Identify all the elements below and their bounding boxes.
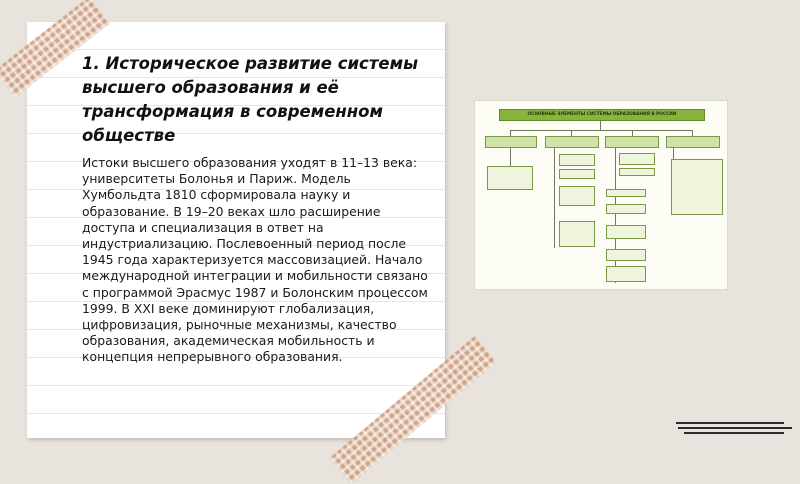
diagram-item-box [619, 153, 655, 165]
diagram-connector [510, 148, 511, 166]
diagram-connector [615, 148, 616, 283]
slide-title: 1. Историческое развитие системы высшего образования и её трансформация в современном обществе [82, 54, 419, 145]
diagram-item-box [606, 225, 646, 239]
diagram-item-box [559, 169, 595, 179]
diagram-item-box [606, 249, 646, 261]
diagram-item-box [671, 159, 723, 215]
diagram-category-box [605, 136, 659, 148]
decorative-line [676, 422, 784, 424]
diagram-connector [510, 130, 692, 131]
decorative-lines [676, 422, 792, 436]
diagram-category-box [666, 136, 720, 148]
diagram-item-box [606, 204, 646, 214]
decorative-line [678, 427, 792, 429]
diagram-connector [600, 120, 601, 130]
diagram-item-box [487, 166, 533, 190]
diagram-item-box [619, 168, 655, 176]
diagram-connector [554, 148, 555, 248]
slide-body-text: Истоки высшего образования уходят в 11–13 века: университеты Болонья и Париж. Модель Хумбольдта 1810 сформировала науку и образование. В 19–20 веках шло расширение доступа и специализация в ответ на индустриализацию. Послевоенный период после 1945 года характеризуется массовизацией. Начало международной интеграции и мобильности связано с программой Эрасмус 1987 и Болонским процессом 1999. В XXI веке доминируют глобализация, цифровизация, рыночные механизмы, качество образования, академическая мобильность и концепция непрерывного образования. [82, 155, 428, 365]
diagram-heading: ОСНОВНЫЕ ЭЛЕМЕНТЫ СИСТЕМЫ ОБРАЗОВАНИЯ В РОССИИ [499, 109, 705, 121]
diagram-item-box [559, 186, 595, 206]
diagram-item-box [606, 266, 646, 282]
diagram-category-box [485, 136, 537, 148]
diagram-category-box [545, 136, 599, 148]
diagram-item-box [606, 189, 646, 197]
education-system-diagram [474, 100, 728, 290]
diagram-item-box [559, 221, 595, 247]
diagram-item-box [559, 154, 595, 166]
decorative-line [684, 432, 784, 434]
